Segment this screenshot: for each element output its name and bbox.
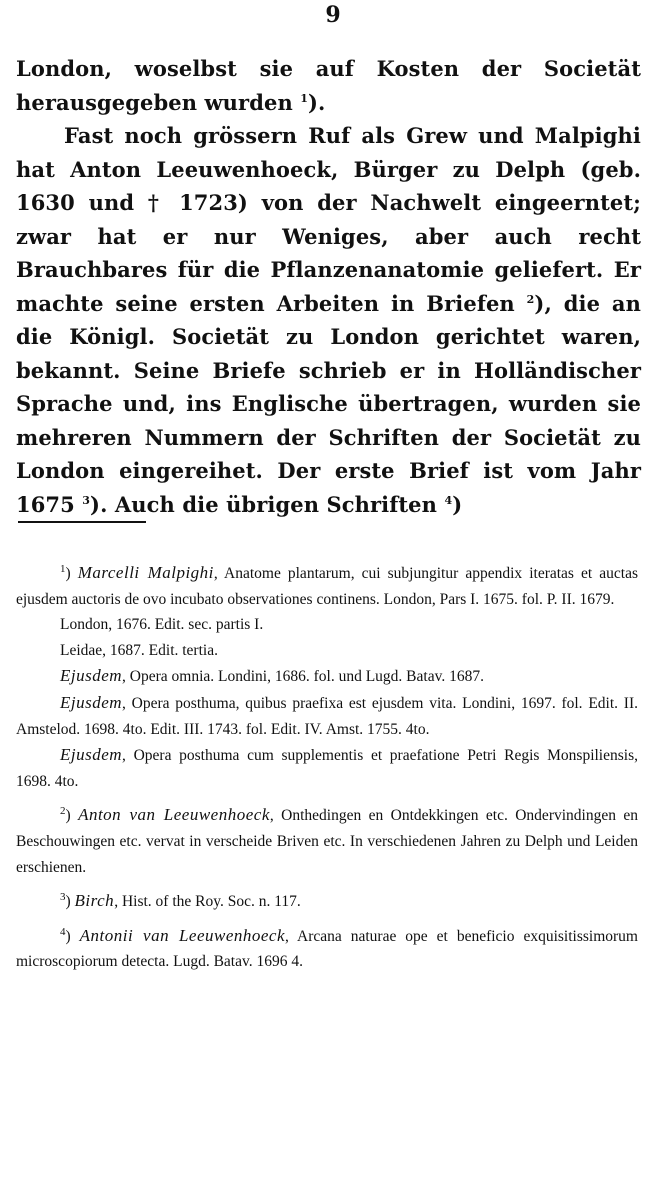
ejusdem-3-text: , Opera posthuma cum supplementis et praefatione Petri Regis Monspiliensis, 1698. 4to. bbox=[16, 747, 638, 790]
footnote-ref-3: 3 bbox=[82, 493, 91, 507]
ejusdem-3-label: Ejusdem bbox=[60, 745, 123, 765]
footnote-2: $^2$) Anton van Leeuwenhoeck, Onthedingen en Ontdekkingen etc. Ondervindingen en Beschouwingen etc. vervat in verscheide Briven etc. In verschiedenen Jahren zu Delph und Leiden erschienen. bbox=[16, 805, 639, 876]
page-number: 9 bbox=[325, 2, 342, 28]
footnote-1-ejusdem-3 bbox=[16, 742, 638, 794]
footnote-1: $^1$) Marcelli Malpighi, Anatome plantarum, cui subjungitur appendix iteratas et auctas ejusdem auctoris de ovo incubato observationes continens. London, Pars I. 1675. fol. P. II. 1679. bbox=[16, 562, 638, 608]
footnote-4-author: Antonii van Leeuwenhoeck bbox=[79, 925, 286, 945]
footnote-3-author: Birch bbox=[74, 891, 115, 911]
footnote-4: $^4$) Antonii van Leeuwenhoeck, Arcana naturae ope et beneficio exquisitissimorum microscopiorum detecta. Lugd. Batav. 1696 4. bbox=[16, 925, 638, 971]
footnotes bbox=[16, 560, 638, 975]
ejusdem-1-text: , Opera omnia. Londini, 1686. fol. und Lugd. Batav. 1687. bbox=[122, 668, 484, 686]
footnote-2-mark: 2 bbox=[60, 805, 66, 818]
footnote-1-author: Marcelli Malpighi bbox=[77, 563, 214, 582]
footnote-ref-1: 1 bbox=[300, 91, 309, 105]
footnote-1-text: , Anatome plantarum, cui subjungitur appendix iteratas et auctas ejusdem auctoris de ovo incubato observationes continens. London, Pars I. 1675. fol. P. II. 1679. bbox=[16, 565, 638, 608]
footnote-1-ejusdem-1 bbox=[16, 663, 638, 690]
footnote-2-text: , Onthedingen en Ontdekkingen etc. Ondervindingen en Beschouwingen etc. vervat in verscheide Briven etc. In verschiedenen Jahren zu Delph und Leiden erschienen. bbox=[16, 807, 639, 876]
footnote-3-mark: 3 bbox=[60, 890, 66, 903]
footnote-4-text: , Arcana naturae ope et beneficio exquisitissimorum microscopiorum detecta. Lugd. Batav. 1696 4. bbox=[16, 927, 638, 971]
ejusdem-1-label: Ejusdem bbox=[60, 666, 123, 686]
ejusdem-2-text: , Opera posthuma, quibus praefixa est ejusdem vita. Londini, 1697. fol. Edit. II. Amstelod. 1698. 4to. Edit. III. 1743. fol. Edit. IV. Amst. 1755. 4to. bbox=[16, 694, 638, 738]
footnote-3-text: , Hist. of the Roy. Soc. n. 117. bbox=[114, 893, 301, 911]
footnote-1-line-leidae: Leidae, 1687. Edit. tertia. bbox=[60, 641, 218, 659]
paragraph-2 bbox=[16, 119, 641, 521]
paragraph-2-text-c: ). Auch die übrigen Schriften bbox=[90, 491, 438, 517]
footnote-1-ejusdem-2 bbox=[16, 690, 638, 742]
paragraph-1-end: ). bbox=[308, 89, 326, 115]
footnote-separator bbox=[18, 521, 146, 523]
footnote-1-mark: 1 bbox=[60, 562, 66, 575]
paragraph-1-text: London, woselbst sie auf Kosten der Societät herausgegeben wurden bbox=[16, 56, 641, 115]
paragraph-2-text-a: Fast noch grössern Ruf als Grew und Malpighi hat Anton Leeuwenhoeck, Bürger zu Delph (geb. 1630 und † 1723) von der Nachwelt eingeerntet; zwar hat er nur Weniges, aber auch recht Brauchbares für die Pflanzenanatomie geliefert. Er machte seine ersten Arbeiten in Briefen bbox=[16, 123, 641, 316]
footnote-ref-4: 4 bbox=[444, 493, 453, 507]
paragraph-2-text-d: ) bbox=[452, 491, 463, 517]
ejusdem-2-label: Ejusdem bbox=[60, 692, 123, 712]
footnote-1-line-london: London, 1676. Edit. sec. partis I. bbox=[60, 616, 264, 634]
main-text bbox=[16, 52, 641, 521]
footnote-3: $^3$) Birch, Hist. of the Roy. Soc. n. 117. bbox=[60, 890, 301, 911]
footnote-2-author: Anton van Leeuwenhoeck bbox=[78, 805, 270, 825]
footnote-4-mark: 4 bbox=[60, 925, 66, 938]
paragraph-1 bbox=[16, 52, 641, 119]
paragraph-2-text-b: ), die an die Königl. Societät zu London gerichtet waren, bekannt. Seine Briefe schrieb er in Holländischer Sprache und, ins Englische übertragen, wurden sie mehreren Nummern der Schriften der Societät zu London eingereihet. Der erste Brief ist vom Jahr 1675 bbox=[16, 290, 641, 517]
footnote-ref-2: 2 bbox=[526, 292, 535, 306]
